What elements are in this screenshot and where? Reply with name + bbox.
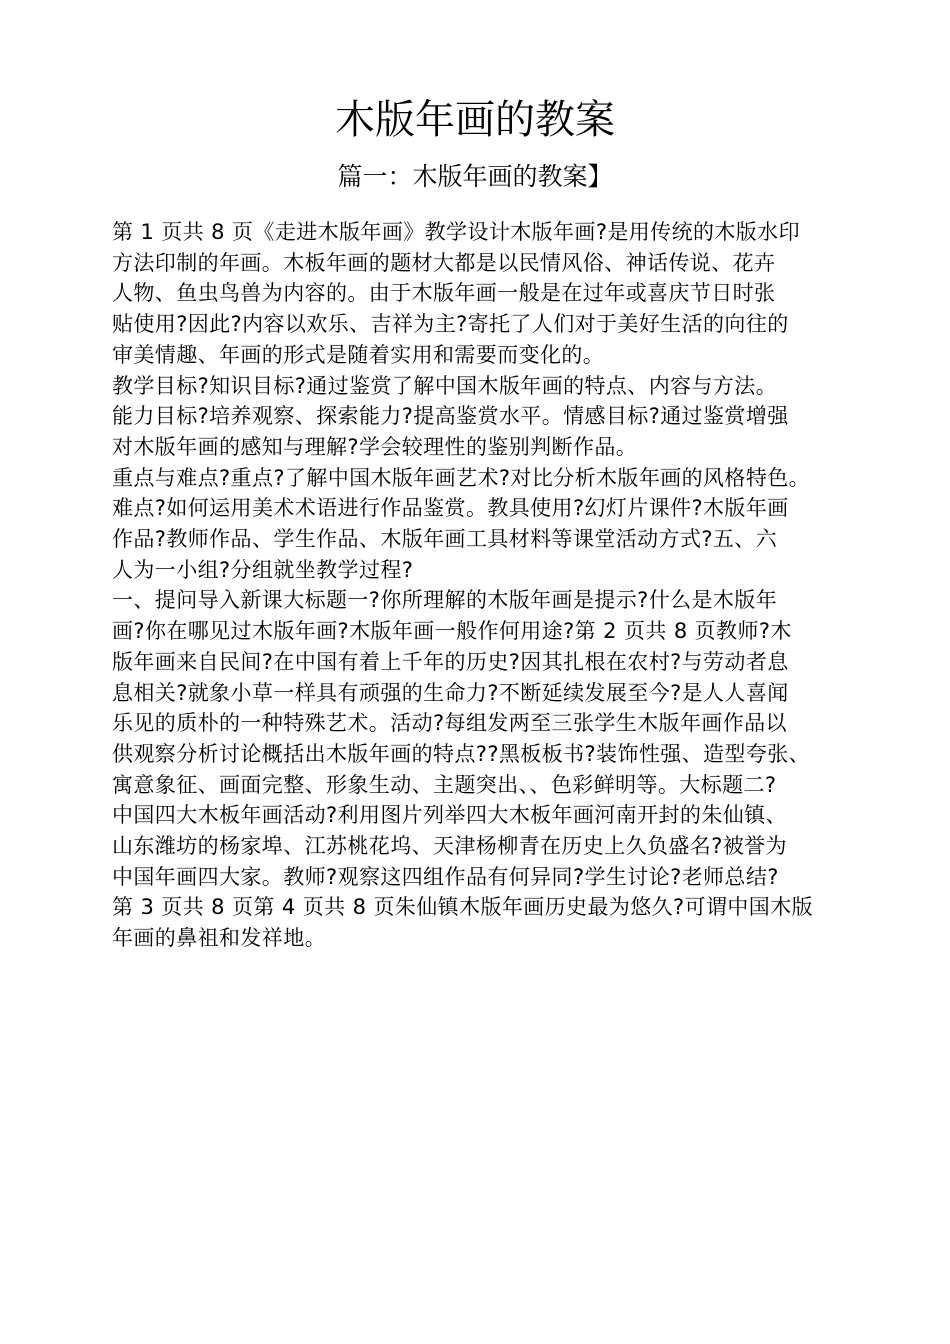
document-subtitle: 篇一：木版年画的教案】 <box>337 162 613 191</box>
body-line: 画?你在哪见过木版年画?木版年画一般作何用途?第 2 页共 8 页教师?木 <box>112 619 792 644</box>
body-line: 难点?如何运用美术术语进行作品鉴赏。教具使用?幻灯片课件?木版年画 <box>112 496 789 521</box>
body-line: 人为一小组?分组就坐教学过程? <box>112 557 414 582</box>
body-line: 人物、鱼虫鸟兽为内容的。由于木版年画一般是在过年或喜庆节日时张 <box>112 281 776 306</box>
body-line: 方法印制的年画。木板年画的题材大都是以民情风俗、神话传说、花卉 <box>112 250 776 275</box>
body-line: 重点与难点?重点?了解中国木版年画艺术?对比分析木版年画的风格特色。 <box>112 465 811 490</box>
body-line: 第 3 页共 8 页第 4 页共 8 页朱仙镇木版年画历史最为悠久?可谓中国木版 <box>112 895 813 920</box>
body-line: 能力目标?培养观察、探索能力?提高鉴赏水平。情感目标?通过鉴赏增强 <box>112 404 789 429</box>
body-line: 中国年画四大家。教师?观察这四组作品有何异同?学生讨论?老师总结? <box>112 864 779 889</box>
body-line: 第 1 页共 8 页《走进木版年画》教学设计木版年画?是用传统的木版水印 <box>112 220 800 244</box>
body-line: 年画的鼻祖和发祥地。 <box>112 926 326 951</box>
body-line: 贴使用?因此?内容以欢乐、吉祥为主?寄托了人们对于美好生活的向往的 <box>112 312 789 337</box>
body-line: 寓意象征、画面完整、形象生动、主题突出、、色彩鲜明等。大标题二? <box>112 772 777 797</box>
body-line: 乐见的质朴的一种特殊艺术。活动?每组发两至三张学生木版年画作品以 <box>112 711 787 736</box>
body-line: 审美情趣、年画的形式是随着实用和需要而变化的。 <box>112 342 605 367</box>
body-line: 教学目标?知识目标?通过鉴赏了解中国木版年画的特点、内容与方法。 <box>112 373 778 398</box>
body-line: 一、提问导入新课大标题一?你所理解的木版年画是提示?什么是木版年 <box>112 588 778 613</box>
body-line: 息相关?就象小草一样具有顽强的生命力?不断延续发展至今?是人人喜闻 <box>112 680 789 705</box>
document-title: 木版年画的教案 <box>335 97 615 143</box>
body-line: 对木版年画的感知与理解?学会较理性的鉴别判断作品。 <box>112 434 638 459</box>
body-line: 作品?教师作品、学生作品、木版年画工具材料等课堂活动方式?五、六 <box>112 527 778 552</box>
document-body <box>112 217 872 954</box>
body-line: 中国四大木板年画活动?利用图片列举四大木板年画河南开封的朱仙镇、 <box>112 803 787 828</box>
body-line: 供观察分析讨论概括出木版年画的特点??黑板板书?装饰性强、造型夸张、 <box>112 741 811 766</box>
body-line: 山东潍坊的杨家埠、江苏桃花坞、天津杨柳青在历史上久负盛名?被誉为 <box>112 834 787 859</box>
body-line: 版年画来自民间?在中国有着上千年的历史?因其扎根在农村?与劳动者息 <box>112 649 789 674</box>
